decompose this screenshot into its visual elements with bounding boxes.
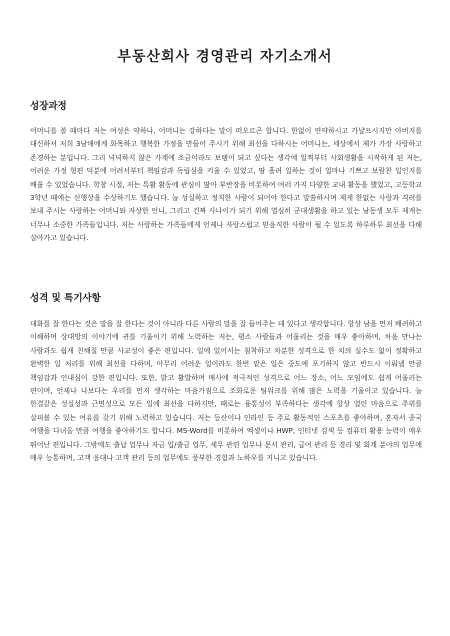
document-title: 부동산회사 경영관리 자기소개서 [117, 49, 333, 65]
section-body-growth: 어머니를 볼 때마다 저는 여성은 약하나, 어머니는 강하다는 말이 떠오르곤 합니다. 한없이 연약하시고 가냘프시지만 아버지를 대신하셔 저희 3남매에게 화목하고 행복한 가정을 만들어 주시기 위해 최선을 다하시는 어머니는, 세상에서 제가 가장 사랑하고 존경하는 분입니다. 그리 넉넉하지 않은 가계에 조금이라도 보탬이 되고 싶다는 생각에 일찍부터 사회생활을 시작하게 된 저는, 어려운 가정 형편 덕분에 어려서부터 책임감과 독립심을 키울 수 있었고, 땀 흘려 일하는 것이 얼마나 기쁘고 보람찬 일인지를 배울 수 있었습니다. 학창 시절, 저는 특활 활동에 관심이 많아 부반장을 비롯하여 여러 가지 다양한 교내 활동을 했었고, 고등학교 3학년 때에는 선행상을 수상하기도 했습니다. 늘 성실하고 정직한 사람이 되어야 한다고 말씀하시며 제게 한없는 사랑과 격려를 보내 주시는 사랑하는 어머니와 자상한 언니, 그리고 건짜 사나이가 되기 위해 열심히 군대생활을 하고 있는 남동생 모두 제게는 너무나 소중한 가족들입니다. 저는 사랑하는 가족들에게 언제나 자랑스럽고 믿음직한 사람이 될 수 있도록 하루하루 최선을 다해 살아가고 있습니다. [30, 127, 422, 243]
section-body-personality: 대화를 잘 한다는 것은 말을 잘 한다는 것이 아니라 다른 사람의 말을 잘 들어주는 데 있다고 생각합니다. 항상 남을 먼저 배려하고 이해하며 상대방의 이야기에 귀를 기울이기 위해 노력하는 저는, 평소 사람들과 어울리는 것을 매우 좋아하며, 처음 만나는 사람과도 쉽게 친해질 만큼 사교성이 좋은 편입니다. 일에 있어서는 침착하고 차분한 성격으로 한 치의 실수도 없이 정확하고 완벽한 일 처리를 위해 최선을 다하며, 아무리 어려운 일이라도 한번 맡은 일은 중도에 포기하지 않고 반드시 이뤄낼 만큼 책임감과 인내심이 강한 편입니다. 또한, 밝고 활발하며 매사에 적극적인 성격으로 어느 장소, 어느 모임에도 쉽게 어울리는 편이며, 언제나 나보다는 우리를 먼저 생각하는 마음가짐으로 조화로운 팀워크를 위해 많은 노력을 기울이고 있습니다. 늘 한결같은 성실성과 근면성으로 모든 일에 최선을 다하지만, 때로는 융통성이 부족하다는 생각에 항상 열린 마음으로 주위를 살피볼 수 있는 여유를 갖기 위해 노력하고 있습니다. 저는 등산이나 인라인 등 주로 활동적인 스포츠를 좋아하며, 혼자서 종국 여행을 다녀올 만큼 여행을 좋아하기도 합니다. MS-Word를 비롯하여 엑셀이나 HWP, 인터넷 검색 등 컴퓨터 활용 능력이 매우 뛰어난 편입니다. 그밖에도 출납 업무나 자금 입/출금 업무, 세무 관련 업무나 문서 관리, 급여 관리 등 경리 및 회계 분야의 업무에 매우 능통하며, 고객 응대나 고객 관리 등의 업무에도 풍부한 경험과 노하우를 지니고 있습니다. [30, 320, 422, 463]
section-heading-growth: 성장과정 [30, 101, 67, 112]
section-heading-personality: 성격 및 특기사항 [30, 293, 101, 304]
